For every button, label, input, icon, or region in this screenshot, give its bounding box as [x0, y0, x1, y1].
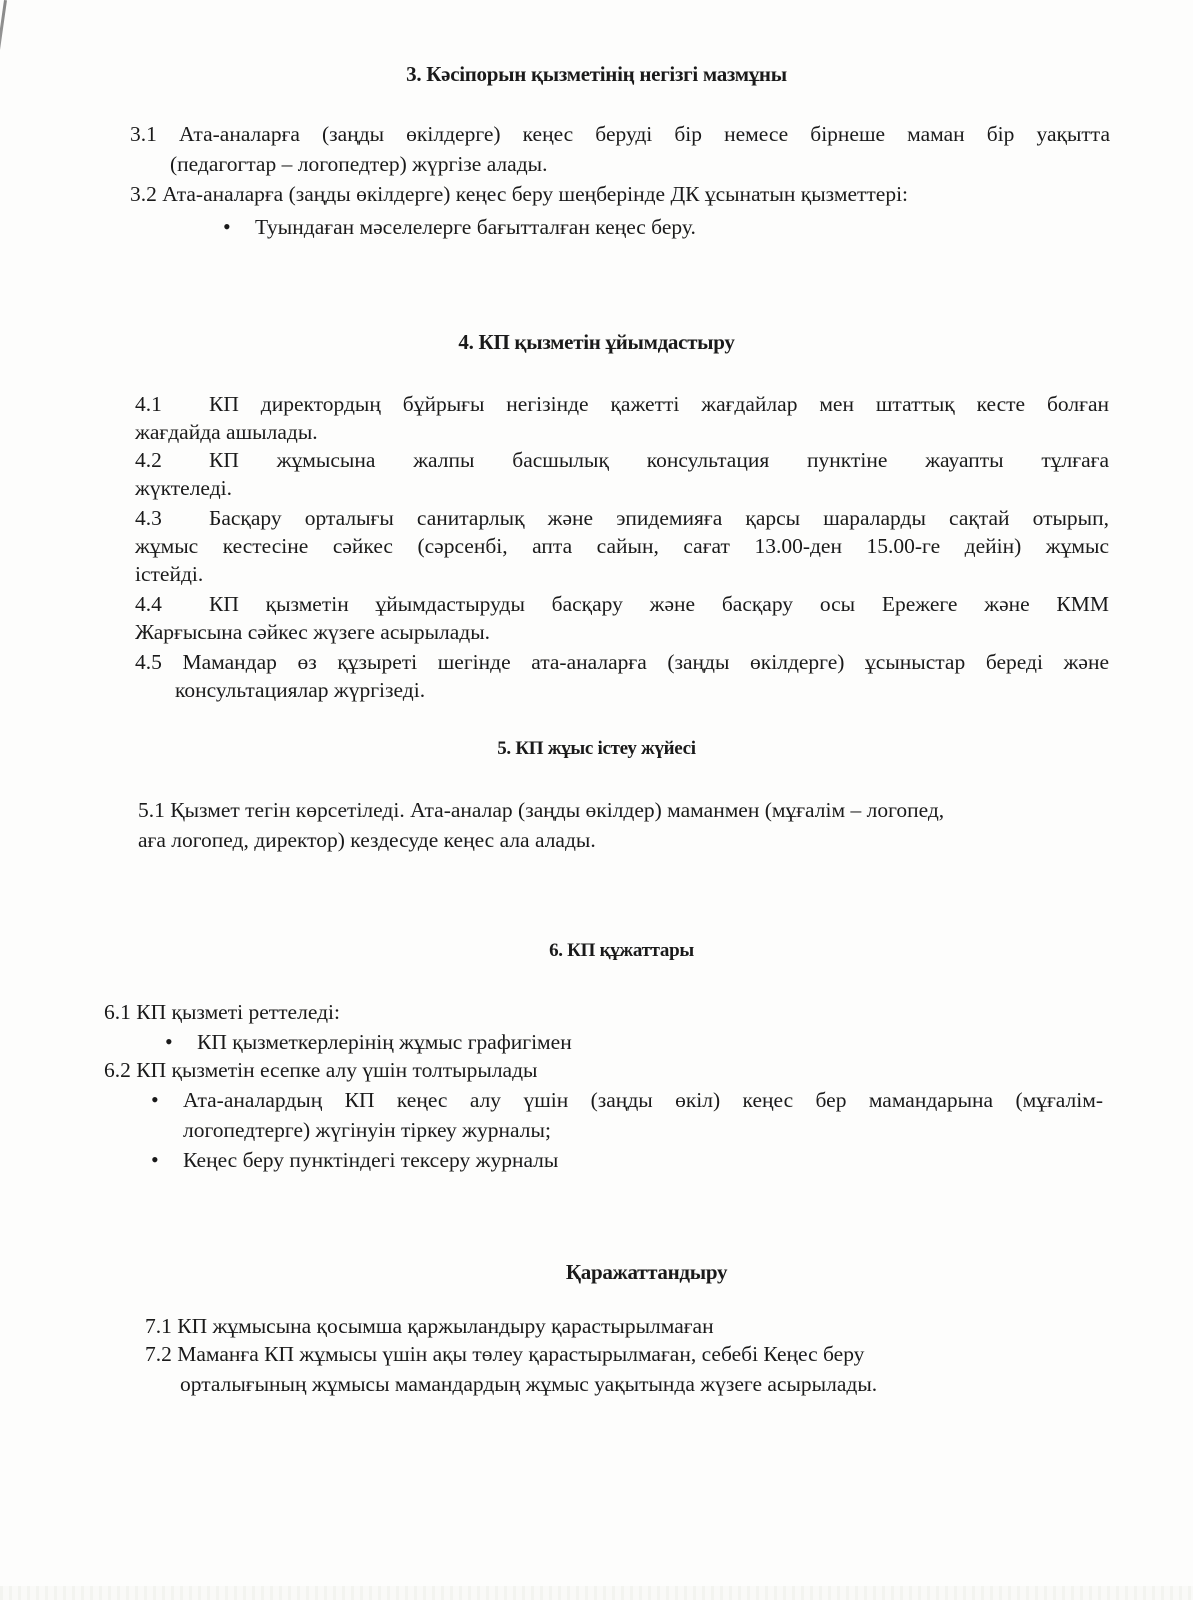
section-3-heading: 3. Кәсіпорын қызметінің негізгі мазмұны: [406, 62, 787, 86]
section-6-2-bullet-1-line-2: логопедтерге) жүгінуін тіркеу журналы;: [183, 1118, 551, 1142]
section-3-bullet-1: • Туындаған мәселелерге бағытталған кеңес беру.: [255, 213, 696, 241]
paragraph-6-2: 6.2 КП қызметін есепке алу үшін толтырылады: [104, 1058, 538, 1082]
paragraph-4-5-line-1: 4.5 Мамандар өз құзыреті шегінде ата-аналарға (заңды өкілдерге) ұсыныстар береді және: [135, 650, 1109, 674]
section-5-heading: 5. КП жұыс істеу жүйесі: [497, 738, 696, 759]
item-4-2-number: 4.2: [135, 448, 162, 472]
paragraph-7-1: 7.1 КП жұмысына қосымша қаржыландыру қарастырылмаған: [145, 1314, 714, 1338]
paragraph-5-1-line-2: аға логопед, директор) кездесуде кеңес ала алады.: [138, 828, 596, 852]
item-4-1-line-2: жағдайда ашылады.: [135, 420, 318, 444]
item-4-4-line-1: КП қызметін ұйымдастыруды басқару және басқару осы Ережеге және КММ: [209, 592, 1109, 616]
section-6-2-bullet-2: • Кеңес беру пунктіндегі тексеру журналы: [183, 1146, 558, 1174]
item-4-4-number: 4.4: [135, 592, 162, 616]
paragraph-7-2-line-1: 7.2 Маманға КП жұмысы үшін ақы төлеу қарастырылмаған, себебі Кеңес беру: [145, 1342, 865, 1366]
paragraph-4-5-line-2: консультациялар жүргізеді.: [175, 678, 426, 702]
scan-bottom-edge: [0, 1586, 1193, 1600]
section-6-heading: 6. КП құжаттары: [549, 940, 694, 961]
item-4-2-line-1: КП жұмысына жалпы басшылық консультация пунктіне жауапты тұлғаға: [209, 448, 1109, 472]
item-4-1-line-1: КП директордың бұйрығы негізінде қажетті жағдайлар мен штаттық кесте болған: [209, 392, 1109, 416]
item-4-3-line-3: істейді.: [135, 562, 204, 586]
paragraph-3-2: 3.2 Ата-аналарға (заңды өкілдерге) кеңес беру шеңберінде ДК ұсынатын қызметтері:: [130, 182, 909, 206]
item-4-2-line-2: жүктеледі.: [135, 476, 232, 500]
paragraph-7-2-line-2: орталығының жұмысы мамандардың жұмыс уақытында жүзеге асырылады.: [180, 1372, 878, 1396]
item-4-3-line-1: Басқару орталығы санитарлық және эпидемияға қарсы шараларды сақтай отырып,: [209, 506, 1109, 530]
paragraph-3-1-line-1: 3.1 Ата-аналарға (заңды өкілдерге) кеңес беруді бір немесе бірнеше маман бір уақытта: [130, 122, 1110, 146]
item-4-1-number: 4.1: [135, 392, 162, 416]
scan-edge-mark: [0, 0, 7, 109]
section-6-2-bullet-1-line-1: • Ата-аналардың КП кеңес алу үшін (заңды өкіл) кеңес бер мамандарына (мұғалім-: [183, 1086, 1103, 1114]
section-6-1-bullet: • КП қызметкерлерінің жұмыс графигімен: [197, 1028, 572, 1056]
item-4-3-number: 4.3: [135, 506, 162, 530]
paragraph-5-1-line-1: 5.1 Қызмет тегін көрсетіледі. Ата-аналар (заңды өкілдер) маманмен (мұғалім – логопед,: [138, 798, 945, 822]
paragraph-3-1-line-2: (педагогтар – логопедтер) жүргізе алады.: [170, 152, 548, 176]
section-7-heading: Қаражаттандыру: [565, 1260, 728, 1284]
item-4-4-line-2: Жарғысына сәйкес жүзеге асырылады.: [135, 620, 491, 644]
paragraph-6-1: 6.1 КП қызметі реттеледі:: [104, 1000, 340, 1024]
item-4-3-line-2: жұмыс кестесіне сәйкес (сәрсенбі, апта сайын, сағат 13.00-ден 15.00-ге дейін) жұмыс: [135, 534, 1109, 558]
section-4-heading: 4. КП қызметін ұйымдастыру: [458, 330, 735, 354]
